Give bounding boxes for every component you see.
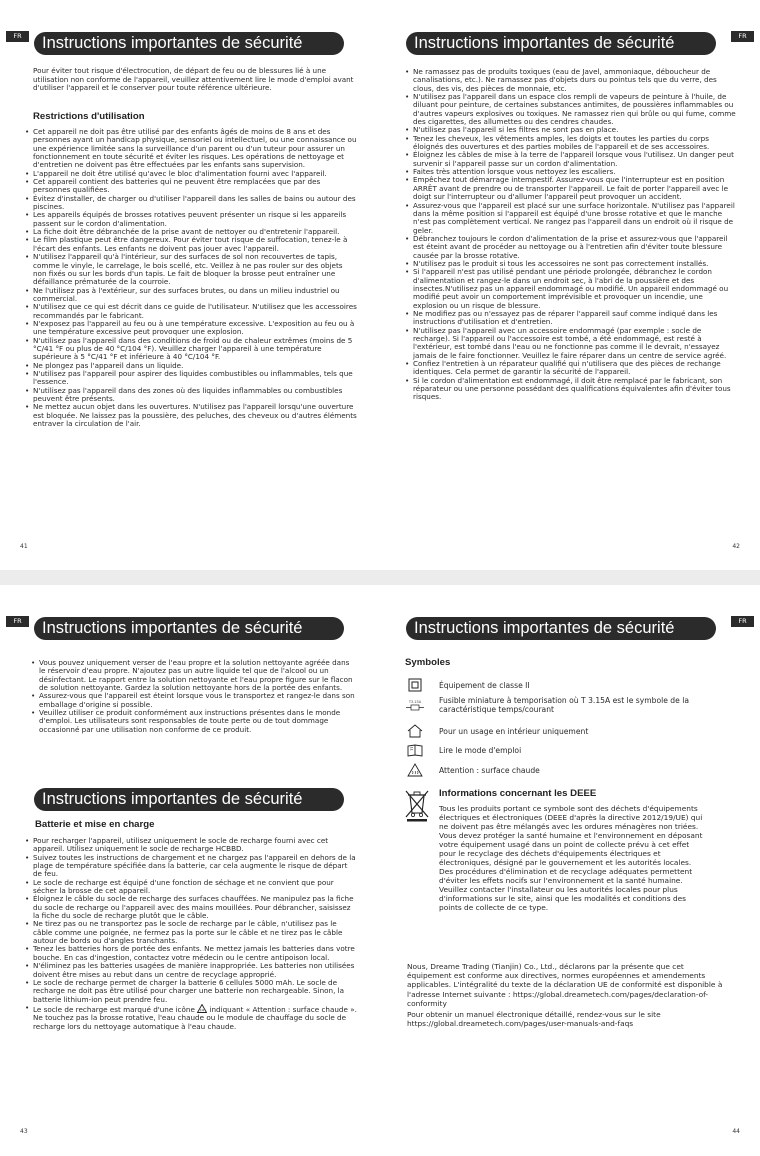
weee-title: Informations concernant les DEEE — [439, 788, 597, 799]
symbol-row — [405, 677, 739, 693]
list-item: • N'utilisez pas l'appareil si les filtres ne sont pas en place. — [404, 126, 738, 134]
page-41 — [0, 0, 380, 570]
symbol-row — [405, 723, 739, 739]
hot-surface-icon — [197, 1004, 207, 1013]
intro-paragraph: Pour éviter tout risque d'électrocution, de départ de feu ou de blessures lié à une utilisation non conforme de l'appareil, veuillez attentivement lire le mode d'emploi avant d'utiliser l'appareil et le conserver pour toute référence ultérieure. — [33, 66, 354, 93]
list-item: • Suivez toutes les instructions de chargement et ne chargez pas l'appareil en dehors de la plage de température spécifiée dans la batterie, car cela augmente le risque de départ de feu. — [24, 854, 358, 879]
fuse-rating-label: T3.15A — [408, 699, 422, 704]
symbols-subtitle: Symboles — [405, 657, 451, 668]
list-item: • Ne plongez pas l'appareil dans un liquide. — [24, 362, 358, 370]
list-item: • N'utilisez l'appareil qu'à l'intérieur, sur des surfaces de sol non recouvertes de tapis, comme le vinyle, le carrelage, le bois scellé, etc. Veillez à ne pas rouler sur des objets non fixés ou sur les bords d'un tapis. Le fait de bloquer la brosse peut entraîner une défaillance prématurée de la courroie. — [24, 253, 358, 286]
page-number: 42 — [732, 543, 740, 550]
manual-link-paragraph: Pour obtenir un manuel électronique détaillé, rendez-vous sur le site https://global.dreametech.com/pages/user-manuals-and-faqs — [407, 1010, 661, 1029]
page-title: Instructions importantes de sécurité — [406, 32, 716, 55]
list-item: • Le socle de recharge est équipé d'une fonction de séchage et ne convient que pour sécher la brosse de cet appareil. — [24, 879, 358, 896]
language-tag: FR — [6, 616, 29, 627]
house-icon — [405, 723, 425, 739]
list-item: • Tenez les cheveux, les vêtements amples, les doigts et toutes les parties du corps éloignés des ouvertures et des parties mobiles de l'appareil et de ses accessoires. — [404, 135, 738, 152]
list-item: • Évitez d'installer, de charger ou d'utiliser l'appareil dans les salles de bains ou autour des piscines. — [24, 195, 358, 212]
weee-paragraph: Tous les produits portant ce symbole sont des déchets d'équipements électriques et électroniques (DEEE d'après la directive 2012/19/UE) qui ne doivent pas être mélangés avec les ordures ménagères non triées. Vous devez protéger la santé humaine et l'environnement en déposant votre équipement usagé dans un point de collecte prévu à cet effet pour le recyclage des déchets d'équipements électriques et électroniques, désigné par le gouvernement et les autorités locales. Des procédures d'élimination et de recyclage adéquates permettent d'éviter les effets nocifs sur l'environnement et la santé humaine. Veuillez contacter l'installateur ou les autorités locales pour plus d'informations sur le site, ainsi que les modalités et conditions des points de collecte de ce type. — [439, 804, 703, 912]
list-item: • N'utilisez pas l'appareil dans un espace clos rempli de vapeurs de peinture à l'huile, de diluant pour peinture, de certaines substances antimites, de poussières inflammables ou d'autres vapeurs explosives ou toxiques. Ne ramassez rien qui brûle ou qui fume, comme des cigarettes, des allumettes ou des cendres chaudes. — [404, 93, 738, 126]
list-item: • Empêchez tout démarrage intempestif. Assurez-vous que l'interrupteur est en position ARRÊT avant de prendre ou de transporter l'appareil. Le fait de porter l'appareil avec le doigt sur l'interrupteur ou d'allumer l'appareil peut provoquer un accident. — [404, 176, 738, 201]
page-number: 41 — [20, 543, 28, 550]
symbol-description: Fusible miniature à temporisation où T 3.15A est le symbole de la caractéristique temps/courant — [439, 696, 689, 714]
list-item: • N'utilisez pas l'appareil pour aspirer des liquides combustibles ou inflammables, tels que l'essence. — [24, 370, 358, 387]
list-item: • Vous pouvez uniquement verser de l'eau propre et la solution nettoyante agréée dans le réservoir d'eau propre. N'ajoutez pas un autre liquide tel que de l'alcool ou un désinfectant. Le rapport entre la solution nettoyante et l'eau propre figure sur le flacon de solution nettoyante. Gardez la solution nettoyante hors de la portée des enfants. — [30, 659, 356, 692]
list-item: • Tenez les batteries hors de portée des enfants. Ne mettez jamais les batteries dans votre bouche. En cas d'ingestion, contactez votre médecin ou le centre antipoison local. — [24, 945, 358, 962]
list-item: • N'exposez pas l'appareil au feu ou à une température excessive. L'exposition au feu ou à une température excessive peut provoquer une explosion. — [24, 320, 358, 337]
symbol-row — [405, 696, 739, 714]
list-item: • Faites très attention lorsque vous nettoyez les escaliers. — [404, 168, 738, 176]
list-item: • Le film plastique peut être dangereux. Pour éviter tout risque de suffocation, tenez-le à l'écart des enfants. Les enfants ne doivent pas jouer avec l'appareil. — [24, 236, 358, 253]
list-item: • N'utilisez que ce qui est décrit dans ce guide de l'utilisateur. N'utilisez que les accessoires recommandés par le fabricant. — [24, 303, 358, 320]
restrictions-list — [24, 128, 358, 428]
list-item: • Pour recharger l'appareil, utilisez uniquement le socle de recharge fourni avec cet appareil. Utilisez uniquement le socle de recharge HCBBD. — [24, 837, 358, 854]
page-44 — [380, 585, 760, 1155]
symbol-description: Lire le mode d'emploi — [439, 745, 522, 755]
list-item: • Si le cordon d'alimentation est endommagé, il doit être remplacé par le fabricant, son réparateur ou une personne possédant des qualifications équivalentes afin d'éviter tous risques. — [404, 377, 738, 402]
class-ii-icon — [405, 677, 425, 693]
list-item-text-end: indiquant « Attention : surface chaude ». Ne touchez pas la brosse rotative, l'eau chaude ou le module de chauffage du socle de recharge lors du nettoyage automatique à l'eau chaude. — [33, 1004, 357, 1031]
list-item: • Si l'appareil n'est pas utilisé pendant une période prolongée, débranchez le cordon d'alimentation et rangez-le dans un endroit sec, à l'abri de la poussière et des insectes.N'utilisez pas un appareil endommagé ou modifié. Un appareil endommagé ou modifié peut avoir un comportement imprévisible et provoquer un incendie, une explosion ou un risque de blessure. — [404, 268, 738, 310]
list-item: • Ne tirez pas ou ne transportez pas le socle de recharge par le câble, n'utilisez pas le câble comme une poignée, ne fermez pas la porte sur le câble et ne tirez pas le câble autour de bords ou d'angles tranchants. — [24, 920, 358, 945]
symbol-description: Équipement de classe II — [439, 680, 530, 690]
page-divider — [0, 570, 760, 585]
list-item: • N'utilisez pas le produit si tous les accessoires ne sont pas correctement installés. — [404, 260, 738, 268]
safety-list — [30, 659, 356, 734]
symbol-row — [405, 742, 739, 758]
declaration-paragraph: Nous, Dreame Trading (Tianjin) Co., Ltd., déclarons par la présente que cet équipement est conforme aux directives, normes européennes et amendements applicables. L'intégralité du texte de la déclaration UE de conformité est disponible à l'adresse Internet suivante : https://global.dreametech.com/pages/declaration-of-conformity — [407, 962, 723, 1008]
battery-list — [24, 837, 358, 1031]
fuse-icon — [405, 697, 425, 713]
book-icon — [405, 742, 425, 758]
page-title: Instructions importantes de sécurité — [406, 617, 716, 640]
list-item: • Débranchez toujours le cordon d'alimentation de la prise et assurez-vous que l'appareil est éteint avant de procéder au nettoyage ou à l'entretien afin d'éviter toute blessure causée par la brosse rotative. — [404, 235, 738, 260]
list-item: • Les appareils équipés de brosses rotatives peuvent présenter un risque si les appareils passent sur le cordon d'alimentation. — [24, 211, 358, 228]
page-number: 44 — [732, 1128, 740, 1135]
page-42 — [380, 0, 760, 570]
language-tag: FR — [6, 31, 29, 42]
hot-surface-icon — [405, 762, 425, 778]
list-item: • Le socle de recharge permet de charger la batterie 6 cellules 5000 mAh. Le socle de recharge ne doit pas être utilisé pour charger une batterie non rechargeable. Sinon, la batterie lithium-ion peut prendre feu. — [24, 979, 358, 1004]
list-item-text-start: Le socle de recharge est marqué d'une icône — [33, 1004, 195, 1014]
list-item: • Ne modifiez pas ou n'essayez pas de réparer l'appareil sauf comme indiqué dans les instructions d'utilisation et d'entretien. — [404, 310, 738, 327]
list-item — [24, 1004, 358, 1031]
language-tag: FR — [731, 31, 754, 42]
section-subtitle: Restrictions d'utilisation — [33, 111, 145, 122]
symbol-description: Pour un usage en intérieur uniquement — [439, 726, 589, 736]
section-title: Instructions importantes de sécurité — [34, 788, 344, 811]
list-item: • Confiez l'entretien à un réparateur qualifié qui n'utilisera que des pièces de rechange identiques. Cela permet de garantir la sécurité de l'appareil. — [404, 360, 738, 377]
list-item: • Assurez-vous que l'appareil est placé sur une surface horizontale. N'utilisez pas l'appareil dans la même position si l'appareil est équipé d'une brosse rotative et que le manche n'est pas complètement vertical. Ne rangez pas l'appareil dans un endroit où il risque de geler. — [404, 202, 738, 235]
list-item: • Éloignez le câble du socle de recharge des surfaces chauffées. Ne manipulez pas la fiche du socle de recharge ou l'appareil avec des mains mouillées. Pour débrancher, saisissez la fiche du socle de recharge plutôt que le câble. — [24, 895, 358, 920]
list-item: • N'utilisez pas l'appareil dans des conditions de froid ou de chaleur extrêmes (moins de 5 °C/41 °F ou plus de 40 °C/104 °F). Veuillez charger l'appareil à une température supérieure à 5 °C/41 °F et inférieure à 40 °C/104 °F. — [24, 337, 358, 362]
safety-list — [404, 68, 738, 402]
weee-bin-icon — [404, 788, 430, 826]
list-item: • Ne mettez aucun objet dans les ouvertures. N'utilisez pas l'appareil lorsqu'une ouverture est bloquée. Ne laissez pas la poussière, des peluches, des cheveux ou d'autres éléments entraver la circulation de l'air. — [24, 403, 358, 428]
list-item: • Cet appareil ne doit pas être utilisé par des enfants âgés de moins de 8 ans et des personnes ayant un handicap physique, sensoriel ou intellectuel, ou une connaissance ou une expérience limitée sans la surveillance d'un parent ou d'un tuteur pour assurer un fonctionnement en toute sécurité et éviter les risques. Les opérations de nettoyage et d'entretien ne doivent pas être effectuées par les enfants sans supervision. — [24, 128, 358, 170]
symbol-description: Attention : surface chaude — [439, 765, 540, 775]
list-item: • L'appareil ne doit être utilisé qu'avec le bloc d'alimentation fourni avec l'appareil. — [24, 170, 358, 178]
list-item: • Ne ramassez pas de produits toxiques (eau de Javel, ammoniaque, déboucheur de canalisations, etc.). Ne ramassez pas d'objets durs ou pointus tels que du verre, des clous, des vis, des pièces de monnaie, etc. — [404, 68, 738, 93]
page-43 — [0, 585, 380, 1155]
language-tag: FR — [731, 616, 754, 627]
list-item: • Éloignez les câbles de mise à la terre de l'appareil lorsque vous l'utilisez. Un danger peut survenir si l'appareil passe sur un cordon d'alimentation. — [404, 151, 738, 168]
list-item: • N'éliminez pas les batteries usagées de manière inappropriée. Les batteries non utilisées doivent être mises au rebut dans un centre de recyclage approprié. — [24, 962, 358, 979]
page-number: 43 — [20, 1128, 28, 1135]
list-item: • Assurez-vous que l'appareil est éteint lorsque vous le transportez et rangez-le dans son emballage d'origine si possible. — [30, 692, 356, 709]
list-item: • La fiche doit être débranchée de la prise avant de nettoyer ou d'entretenir l'appareil. — [24, 228, 358, 236]
list-item: • Ne l'utilisez pas à l'extérieur, sur des surfaces brutes, ou dans un milieu industriel ou commercial. — [24, 287, 358, 304]
symbol-row — [405, 762, 739, 778]
section-subtitle: Batterie et mise en charge — [35, 819, 155, 830]
list-item: • N'utilisez pas l'appareil avec un accessoire endommagé (par exemple : socle de recharge). Si l'appareil ou l'accessoire est tombé, a été endommagé, est resté à l'extérieur, est tombé dans l'eau ou ne fonctionne pas comme il le devrait, n'essayez jamais de le faire fonctionner. Veuillez le faire réparer dans un centre de service agréé. — [404, 327, 738, 360]
list-item: • Cet appareil contient des batteries qui ne peuvent être remplacées que par des personnes qualifiées. — [24, 178, 358, 195]
page-title: Instructions importantes de sécurité — [34, 32, 344, 55]
list-item: • N'utilisez pas l'appareil dans des zones où des liquides inflammables ou combustibles peuvent être présents. — [24, 387, 358, 404]
list-item: • Veuillez utiliser ce produit conformément aux instructions présentes dans le monde d'emploi. Les utilisateurs sont responsables de toute perte ou de tout dommage occasionné par une utilisation non conforme de ce produit. — [30, 709, 356, 734]
page-title: Instructions importantes de sécurité — [34, 617, 344, 640]
